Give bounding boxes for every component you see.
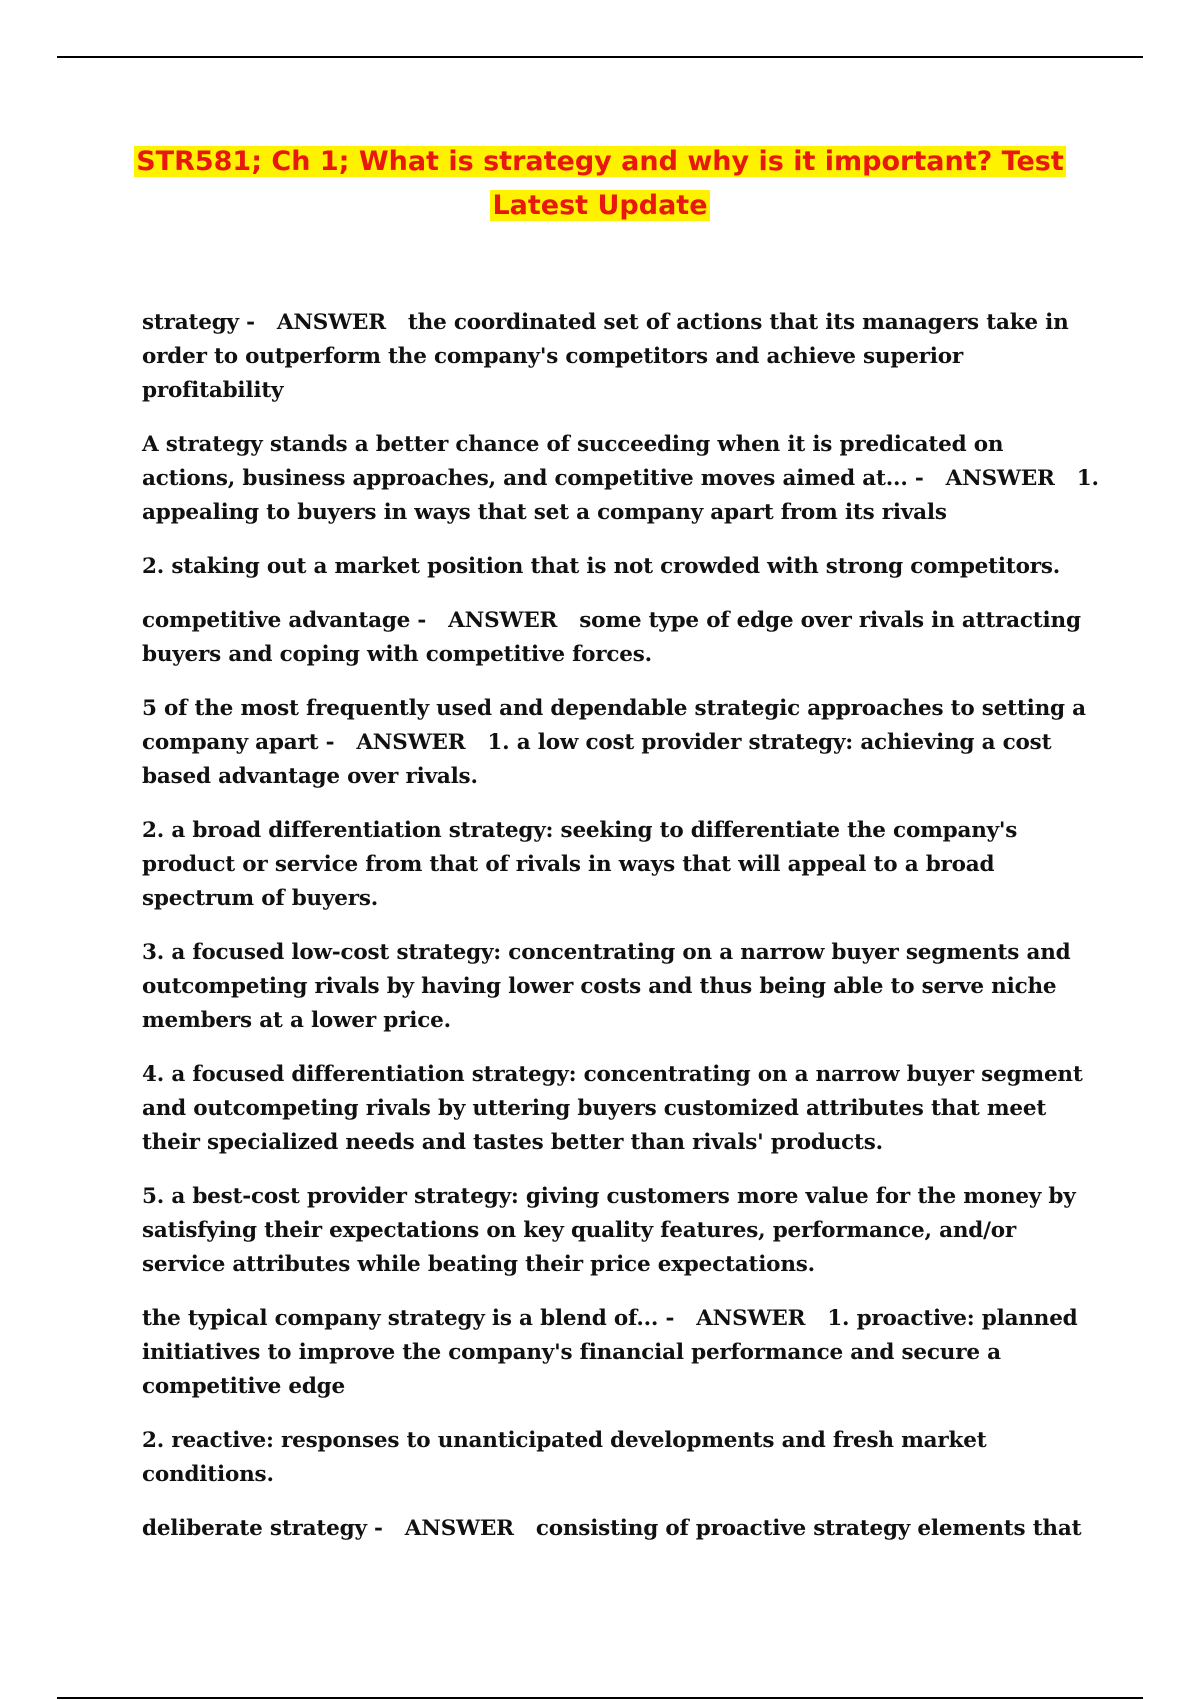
answer-continuation: 2. reactive: responses to unanticipated developments and fresh market conditions. xyxy=(142,1428,987,1487)
question-text: 5 of the most frequently used and dependable strategic approaches to setting a company apart - xyxy=(142,696,1086,755)
top-rule xyxy=(57,56,1143,58)
question-text: strategy - xyxy=(142,310,255,335)
answer-text: the coordinated set of actions that its managers take in order to outperform the company's competitors and achieve superior profitability xyxy=(142,310,1069,403)
answer-continuation: 2. staking out a market position that is not crowded with strong competitors. xyxy=(142,554,1061,579)
answer-text: 1. proactive: planned initiatives to improve the company's financial performance and secure a competitive edge xyxy=(142,1306,1078,1399)
qa-content xyxy=(142,306,1102,1566)
question-text: the typical company strategy is a blend of... - xyxy=(142,1306,675,1331)
question-text: A strategy stands a better chance of succeeding when it is predicated on actions, business approaches, and competitive moves aimed at... - xyxy=(142,432,1004,491)
qa-paragraph xyxy=(142,604,1102,672)
answer-label: ANSWER xyxy=(356,730,466,755)
answer-text: some type of edge over rivals in attracting buyers and coping with competitive forces. xyxy=(142,608,1081,667)
question-text: deliberate strategy - xyxy=(142,1516,383,1541)
answer-continuation: 4. a focused differentiation strategy: concentrating on a narrow buyer segment and outcompeting rivals by uttering buyers customized attributes that meet their specialized needs and tastes better than rivals' products. xyxy=(142,1062,1083,1155)
answer-label: ANSWER xyxy=(404,1516,514,1541)
qa-paragraph xyxy=(142,692,1102,794)
answer-text: consisting of proactive strategy elements that xyxy=(535,1516,1082,1541)
answer-label: ANSWER xyxy=(696,1306,806,1331)
qa-paragraph xyxy=(142,306,1102,408)
answer-label: ANSWER xyxy=(276,310,386,335)
qa-paragraph xyxy=(142,428,1102,530)
answer-label: ANSWER xyxy=(448,608,558,633)
document-title xyxy=(60,140,1140,228)
bottom-rule xyxy=(57,1697,1143,1699)
question-text: competitive advantage - xyxy=(142,608,427,633)
qa-paragraph xyxy=(142,1302,1102,1404)
qa-paragraph xyxy=(142,1512,1102,1546)
answer-label: ANSWER xyxy=(945,466,1055,491)
answer-continuation: 5. a best-cost provider strategy: giving customers more value for the money by satisfying their expectations on key quality features, performance, and/or service attributes while beating their price expectations. xyxy=(142,1184,1076,1277)
answer-text: 1. appealing to buyers in ways that set a company apart from its rivals xyxy=(142,466,1099,525)
answer-continuation: 2. a broad differentiation strategy: seeking to differentiate the company's product or service from that of rivals in ways that will appeal to a broad spectrum of buyers. xyxy=(142,818,1018,911)
answer-text: 1. a low cost provider strategy: achieving a cost based advantage over rivals. xyxy=(142,730,1052,789)
title-line-1: STR581; Ch 1; What is strategy and why is it important? Test xyxy=(136,146,1064,177)
title-line-2: Latest Update xyxy=(492,190,708,221)
answer-continuation: 3. a focused low-cost strategy: concentrating on a narrow buyer segments and outcompeting rivals by having lower costs and thus being able to serve niche members at a lower price. xyxy=(142,940,1071,1033)
